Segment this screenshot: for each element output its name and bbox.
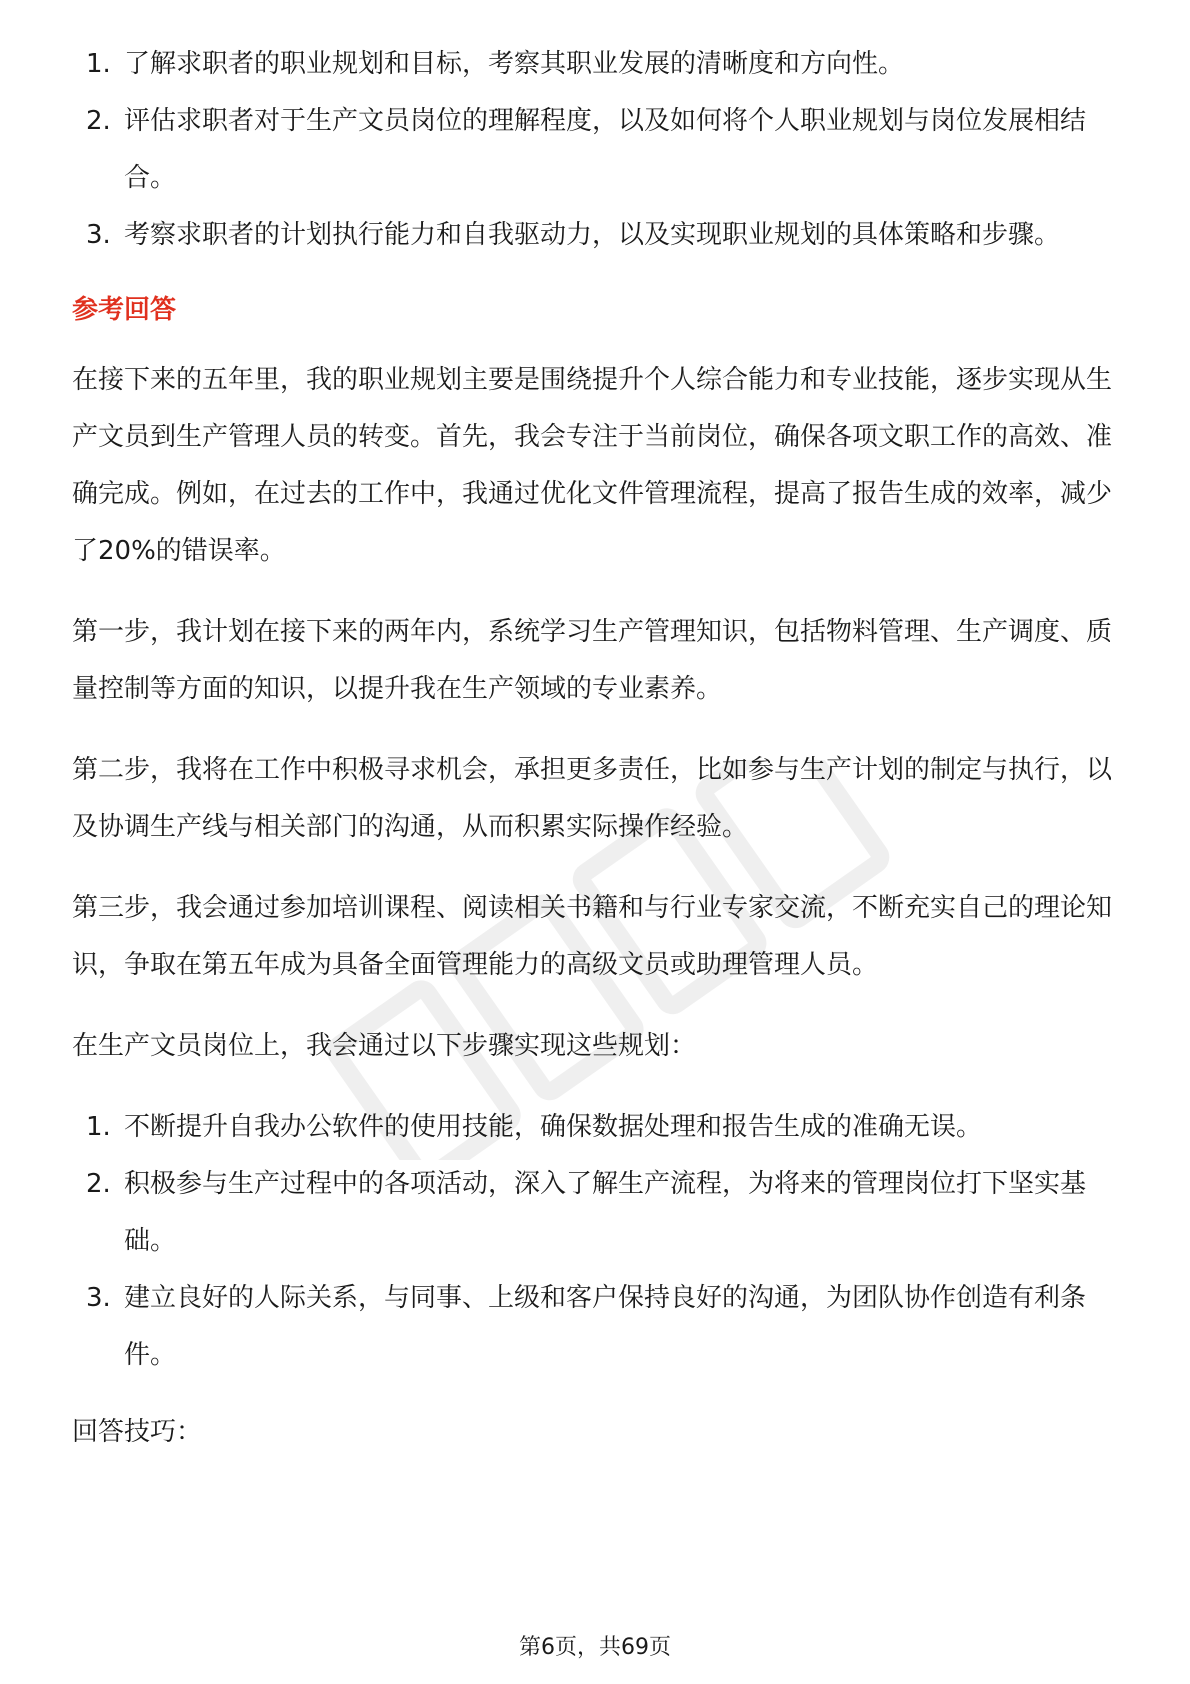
list-item-text: 了解求职者的职业规划和目标，考察其职业发展的清晰度和方向性。 [124, 49, 905, 79]
list-item-text: 积极参与生产过程中的各项活动，深入了解生产流程，为将来的管理岗位打下坚实基础。 [124, 1169, 1087, 1256]
list-item [72, 1099, 1118, 1156]
document-page [72, 36, 1118, 1461]
answer-paragraph: 在生产文员岗位上，我会通过以下步骤实现这些规划： [72, 1031, 697, 1061]
list-number: 2. [86, 106, 111, 136]
answer-tips-heading: 回答技巧： [72, 1417, 203, 1447]
list-item [72, 93, 1118, 207]
list-item-text: 评估求职者对于生产文员岗位的理解程度，以及如何将个人职业规划与岗位发展相结合。 [124, 106, 1087, 193]
answer-paragraph: 第三步，我会通过参加培训课程、阅读相关书籍和与行业专家交流，不断充实自己的理论知识，争取在第五年成为具备全面管理能力的高级文员或助理管理人员。 [72, 893, 1113, 980]
list-number: 3. [86, 220, 111, 250]
answer-paragraph: 第一步，我计划在接下来的两年内，系统学习生产管理知识，包括物料管理、生产调度、质量控制等方面的知识，以提升我在生产领域的专业素养。 [72, 617, 1113, 704]
page-footer: 第6页，共69页 [519, 1635, 671, 1660]
list-number: 1. [86, 49, 111, 79]
list-item-text: 建立良好的人际关系，与同事、上级和客户保持良好的沟通，为团队协作创造有利条件。 [124, 1283, 1087, 1370]
list-item [72, 36, 1118, 93]
list-number: 1. [86, 1112, 111, 1142]
answer-paragraph: 第二步，我将在工作中积极寻求机会，承担更多责任，比如参与生产计划的制定与执行，以及协调生产线与相关部门的沟通，从而积累实际操作经验。 [72, 755, 1113, 842]
list-item [72, 1156, 1118, 1270]
question-intent-list [72, 36, 1118, 264]
steps-list [72, 1099, 1118, 1384]
list-item-text: 不断提升自我办公软件的使用技能，确保数据处理和报告生成的准确无误。 [124, 1112, 983, 1142]
list-number: 3. [86, 1283, 111, 1313]
list-item [72, 207, 1118, 264]
list-item [72, 1270, 1118, 1384]
answer-paragraph: 在接下来的五年里，我的职业规划主要是围绕提升个人综合能力和专业技能，逐步实现从生产文员到生产管理人员的转变。首先，我会专注于当前岗位，确保各项文职工作的高效、准确完成。例如，在过去的工作中，我通过优化文件管理流程，提高了报告生成的效率，减少了20%的错误率。 [72, 365, 1113, 566]
list-number: 2. [86, 1169, 111, 1199]
list-item-text: 考察求职者的计划执行能力和自我驱动力，以及实现职业规划的具体策略和步骤。 [124, 220, 1061, 250]
reference-answer-heading: 参考回答 [72, 295, 177, 325]
